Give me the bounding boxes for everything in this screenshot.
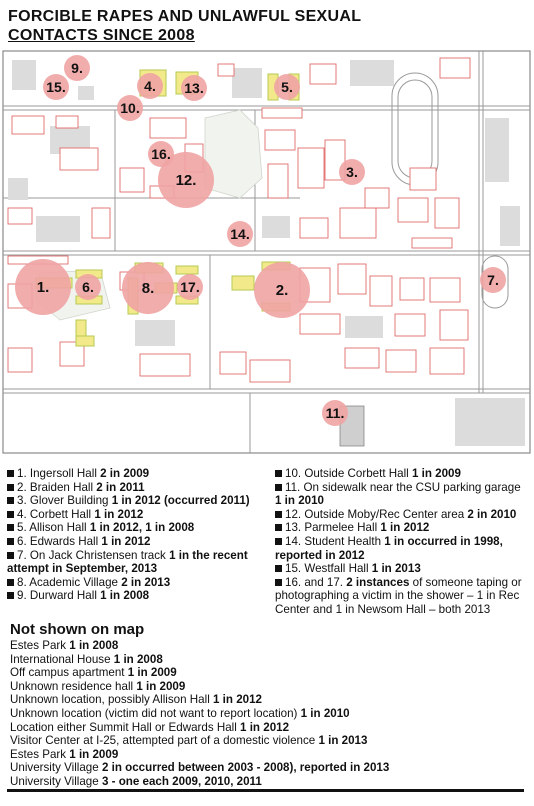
marker-label-3: 3. [346, 164, 358, 180]
title-line-2: CONTACTS SINCE 2008 [8, 27, 195, 44]
not-shown-item [10, 693, 520, 707]
marker-label-16: 16. [151, 146, 171, 162]
not-shown-text: University Village [10, 774, 102, 788]
not-shown-heading: Not shown on map [10, 621, 145, 638]
legend-left-bold: 1 in 2012 (occurred 2011) [111, 494, 250, 508]
marker-label-14: 14. [230, 226, 250, 242]
marker-label-17: 17. [180, 279, 200, 295]
legend-right-item [275, 562, 530, 576]
legend-right-item [275, 603, 530, 617]
not-shown-bold: 3 - one each 2009, 2010, 2011 [101, 774, 262, 788]
legend-right-item [275, 549, 530, 563]
legend-left-item [7, 562, 269, 576]
legend-left-text: 5. Allison Hall [17, 521, 90, 535]
legend-left-item [7, 494, 269, 508]
legend-left-item [7, 508, 269, 522]
legend-right-text: 12. Outside Moby/Rec Center area [285, 507, 468, 521]
marker-label-13: 13. [184, 80, 204, 96]
legend-right-text: 11. On sidewalk near the CSU parking garage [285, 480, 521, 494]
not-shown-bold: 1 in 2009 [136, 679, 186, 693]
not-shown-text: Unknown residence hall [10, 679, 137, 693]
legend-left-text: 2. Braiden Hall [17, 480, 97, 494]
not-shown-item [10, 748, 520, 762]
legend-left-bold: 2 in 2009 [100, 467, 150, 480]
legend-left-bold: 1 in 2012 [101, 534, 151, 548]
legend-right-text: 15. Westfall Hall [285, 562, 372, 576]
not-shown-item [10, 761, 520, 775]
bullet-square-icon [7, 524, 14, 531]
not-shown-text: Off campus apartment [10, 666, 128, 680]
marker-label-7: 7. [487, 272, 499, 288]
legend-right-item [275, 467, 530, 481]
marker-label-15: 15. [46, 79, 66, 95]
not-shown-item [10, 775, 520, 789]
legend-left-item [7, 481, 269, 495]
legend-left-text: 4. Corbett Hall [17, 507, 95, 521]
legend-right-item [275, 481, 530, 495]
bullet-square-icon [7, 552, 14, 559]
legend-left-item [7, 535, 269, 549]
legend-right-item [275, 589, 530, 603]
not-shown-text: Unknown location (victim did not want to report location) [10, 706, 301, 720]
campus-map [0, 48, 534, 456]
legend-right-text: 13. Parmelee Hall [285, 521, 381, 535]
legend-left-bold: 2 in 2013 [121, 575, 171, 589]
not-shown-text: Estes Park [10, 747, 70, 761]
legend-left-bold: 2 in 2011 [96, 480, 145, 494]
bullet-square-icon [7, 538, 14, 545]
marker-label-9: 9. [71, 60, 83, 76]
legend-right-item [275, 494, 530, 508]
not-shown-bold: 1 in 2012 [213, 693, 262, 707]
not-shown-bold: 2 in occurred between 2003 - 2008), reported in 2013 [101, 761, 390, 775]
not-shown-item [10, 639, 520, 653]
legend-left-text: 1. Ingersoll Hall [17, 467, 101, 480]
not-shown-text: Unknown location, possibly Allison Hall [10, 693, 213, 707]
bullet-square-icon [7, 470, 14, 477]
title-line-1: FORCIBLE RAPES AND UNLAWFUL SEXUAL [8, 8, 362, 25]
not-shown-bold: 1 in 2012 [240, 720, 290, 734]
legend-right [275, 467, 530, 617]
bullet-square-icon [7, 579, 14, 586]
not-shown-bold: 1 in 2013 [318, 734, 368, 748]
legend-left-item [7, 589, 269, 603]
not-shown-text: International House [10, 652, 114, 666]
marker-label-6: 6. [82, 279, 94, 295]
not-shown-item [10, 721, 520, 735]
not-shown-item [10, 707, 520, 721]
marker-label-12: 12. [175, 172, 197, 189]
legend-right-text: Center and 1 in Newsom Hall – both 2013 [275, 602, 491, 616]
bullet-square-icon [275, 511, 282, 518]
legend-left-text: 8. Academic Village [17, 575, 122, 589]
not-shown-item [10, 653, 520, 667]
legend-left-text: 9. Durward Hall [17, 589, 101, 603]
legend-left-text: 6. Edwards Hall [17, 534, 102, 548]
marker-label-2: 2. [275, 282, 289, 299]
legend-right-bold: 1 in 2010 [275, 494, 324, 508]
legend-right-bold: reported in 2012 [275, 548, 365, 562]
bullet-square-icon [275, 484, 282, 491]
not-shown-item [10, 680, 520, 694]
legend-left-bold: 1 in 2012, 1 in 2008 [89, 521, 195, 535]
legend-right-bold: 1 in 2009 [411, 467, 461, 480]
legend-right-text: 10. Outside Corbett Hall [285, 467, 412, 480]
bullet-square-icon [275, 538, 282, 545]
legend-right-bold: 2 instances [346, 575, 410, 589]
bullet-square-icon [7, 484, 14, 491]
not-shown-text: Location either Summit Hall or Edwards Hall [10, 720, 241, 734]
legend-right-text: 14. Student Health [285, 534, 385, 548]
not-shown-text: University Village [10, 761, 102, 775]
legend-right-text: of someone taping or [409, 575, 522, 589]
legend-right-bold: 1 in occurred in 1998, [384, 534, 503, 548]
bullet-square-icon [275, 565, 282, 572]
not-shown-text: Estes Park [10, 639, 70, 652]
not-shown-bold: 1 in 2009 [127, 666, 177, 680]
marker-label-4: 4. [144, 78, 156, 94]
not-shown-section [10, 621, 520, 789]
marker-label-5: 5. [281, 79, 293, 95]
bullet-square-icon [275, 470, 282, 477]
legend-left-bold: 1 in 2012 [94, 507, 144, 521]
not-shown-bold: 1 in 2009 [69, 747, 119, 761]
legend-left-bold: 1 in the recent [169, 548, 248, 562]
not-shown-item [10, 734, 520, 748]
legend-left-item [7, 549, 269, 563]
not-shown-bold: 1 in 2010 [300, 706, 350, 720]
legend-left-text: 3. Glover Building [17, 494, 112, 508]
marker-label-8: 8. [141, 280, 155, 297]
legend-left-item [7, 467, 269, 481]
legend-right-item [275, 508, 530, 522]
legend-right-bold: 2 in 2010 [467, 507, 517, 521]
legend-right-item [275, 535, 530, 549]
legend-right-text: 16. and 17. [285, 575, 347, 589]
bullet-square-icon [275, 579, 282, 586]
legend-right-item [275, 521, 530, 535]
legend-left-item [7, 521, 269, 535]
bullet-square-icon [7, 511, 14, 518]
bottom-rule [7, 789, 524, 792]
not-shown-item [10, 666, 520, 680]
bullet-square-icon [7, 592, 14, 599]
legend-right-item [275, 576, 530, 590]
bullet-square-icon [275, 524, 282, 531]
marker-label-11: 11. [325, 405, 345, 421]
not-shown-bold: 1 in 2008 [69, 639, 119, 652]
bullet-square-icon [7, 497, 14, 504]
marker-label-10: 10. [120, 100, 140, 116]
legend-left-bold: attempt in September, 2013 [7, 562, 158, 576]
legend-right-bold: 1 in 2012 [380, 521, 430, 535]
map-title [8, 7, 361, 45]
legend-right-bold: 1 in 2013 [371, 562, 421, 576]
not-shown-bold: 1 in 2008 [113, 652, 163, 666]
legend-right-text: photographing a victim in the shower – 1 in Rec [275, 589, 520, 603]
legend-left-text: 7. On Jack Christensen track [17, 548, 170, 562]
marker-label-1: 1. [36, 279, 50, 296]
legend-left [7, 467, 269, 603]
legend-left-bold: 1 in 2008 [100, 589, 150, 603]
legend-left-item [7, 576, 269, 590]
not-shown-text: Visitor Center at I-25, attempted part of a domestic violence [10, 734, 319, 748]
